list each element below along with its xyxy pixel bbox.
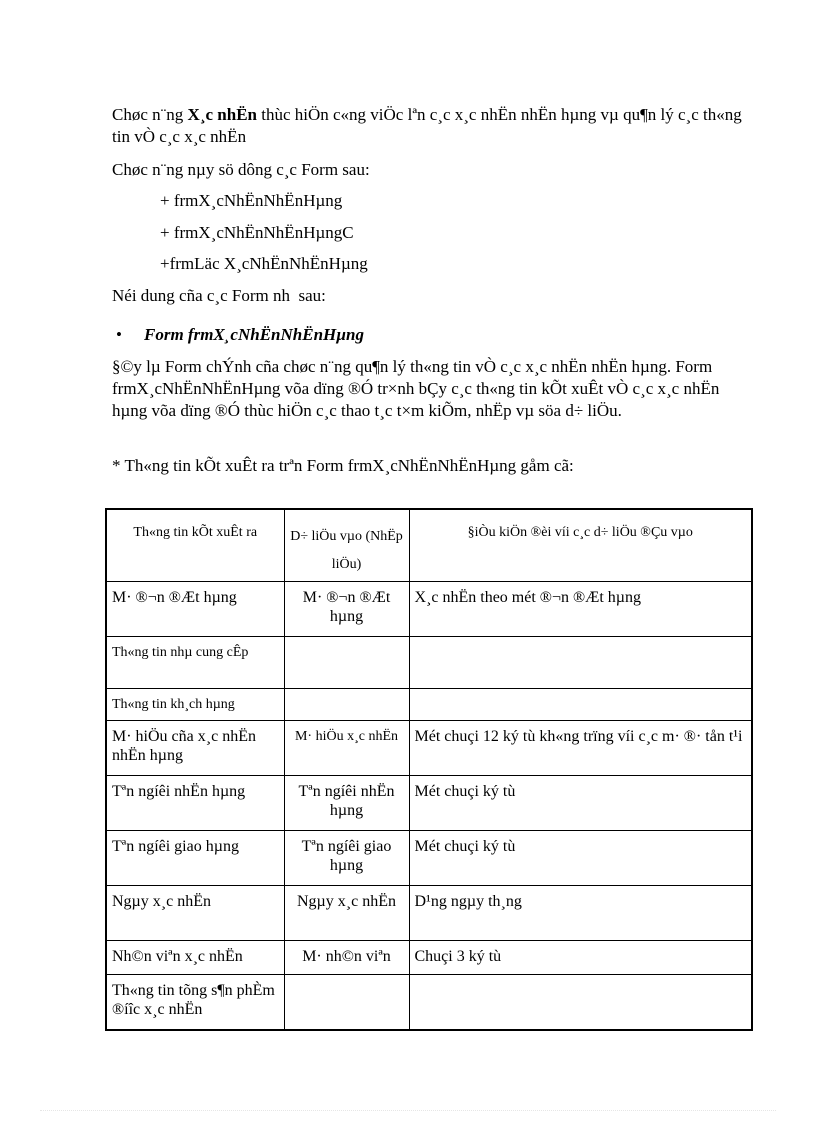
table-row — [106, 689, 752, 721]
table-row — [106, 776, 752, 831]
output-info-paragraph: * Th«ng tin kÕt xuÊt ra trªn Form frmX¸cNhËnNhËnHµng gåm cã: — [112, 456, 574, 475]
table-cell: Tªn ngíêi nhËn hµng — [284, 776, 409, 831]
table-cell: Th«ng tin nhµ cung cÊp — [106, 637, 284, 689]
form-item-1: + frmX¸cNhËnNhËnHµng — [160, 191, 343, 210]
table-row — [106, 721, 752, 776]
table-cell: Mét chuçi 12 ký tù kh«ng trïng víi c¸c m· ®· tån t¹i — [409, 721, 752, 776]
output-info-table — [105, 508, 753, 1031]
table-cell: M· ®¬n ®Æt hµng — [106, 582, 284, 637]
table-cell: M· ®¬n ®Æt hµng — [284, 582, 409, 637]
intro-paragraph — [112, 104, 744, 148]
table-cell — [284, 689, 409, 721]
table-cell: M· hiÖu cña x¸c nhËn nhËn hµng — [106, 721, 284, 776]
header-cell-input: D÷ liÖu vµo (NhËp liÖu) — [284, 509, 409, 582]
table-row — [106, 941, 752, 975]
table-cell — [409, 637, 752, 689]
description-paragraph: §©y lµ Form chÝnh cña chøc n¨ng qu¶n lý th«ng tin vÒ c¸c x¸c nhËn nhËn hµng. Form frmX¸cNhËnNhËnHµng võa dïng ®Ó tr×nh bÇy c¸c th«ng tin kÕt xuÊt vÒ c¸c x¸c nhËn hµng võa dïng ®Ó thùc hiÖn c¸c thao t¸c t×m kiÕm, nhËp vµ söa d÷ liÖu. — [112, 357, 720, 420]
table-cell: Ngµy x¸c nhËn — [106, 886, 284, 941]
table-cell — [409, 689, 752, 721]
table-cell: M· hiÖu x¸c nhËn — [284, 721, 409, 776]
intro-bold-term: X¸c nhËn — [187, 105, 257, 124]
table-cell: Chuçi 3 ký tù — [409, 941, 752, 975]
table-row — [106, 886, 752, 941]
page-bottom-divider — [40, 1110, 776, 1111]
form-item-3: +frmLäc X¸cNhËnNhËnHµng — [160, 254, 368, 273]
table-cell: Tªn ngíêi nhËn hµng — [106, 776, 284, 831]
table-cell: Th«ng tin kh¸ch hµng — [106, 689, 284, 721]
header-cell-output: Th«ng tin kÕt xuÊt ra — [106, 509, 284, 582]
table-cell: X¸c nhËn theo mét ®¬n ®Æt hµng — [409, 582, 752, 637]
table-cell: Th«ng tin tõng s¶n phÈm ®íîc x¸c nhËn — [106, 975, 284, 1030]
table-row — [106, 637, 752, 689]
bullet-dot-icon: • — [116, 325, 122, 344]
table-header-row — [106, 509, 752, 582]
table-cell: Nh©n viªn x¸c nhËn — [106, 941, 284, 975]
table-cell: Mét chuçi ký tù — [409, 831, 752, 886]
forms-used-paragraph: Chøc n¨ng nµy sö dông c¸c Form sau: — [112, 160, 370, 179]
table-row — [106, 582, 752, 637]
table-cell: M· nh©n viªn — [284, 941, 409, 975]
table-cell: Tªn ngíêi giao hµng — [106, 831, 284, 886]
table-cell: Mét chuçi ký tù — [409, 776, 752, 831]
bullet-heading-text: Form frmX¸cNhËnNhËnHµng — [144, 325, 364, 344]
table-cell: Tªn ngíêi giao hµng — [284, 831, 409, 886]
table-cell: D¹ng ngµy th¸ng — [409, 886, 752, 941]
table-cell — [409, 975, 752, 1030]
table-row — [106, 831, 752, 886]
table-cell: Ngµy x¸c nhËn — [284, 886, 409, 941]
intro-text-a: Chøc n¨ng — [112, 105, 188, 124]
table-cell — [284, 975, 409, 1030]
form-item-2: + frmX¸cNhËnNhËnHµngC — [160, 223, 354, 242]
contents-paragraph: Néi dung cña c¸c Form nh sau: — [112, 286, 326, 305]
intro-text-b: thùc hiÖn c«ng viÖc lªn c¸c x¸c nhËn nhËn hµng vµ qu¶n lý c¸c th«ng tin vÒ c¸c x¸c nhËn — [112, 105, 742, 146]
header-cell-condition: §iÒu kiÖn ®èi víi c¸c d÷ liÖu ®Çu vµo — [409, 509, 752, 582]
table-cell — [284, 637, 409, 689]
table-row — [106, 975, 752, 1030]
